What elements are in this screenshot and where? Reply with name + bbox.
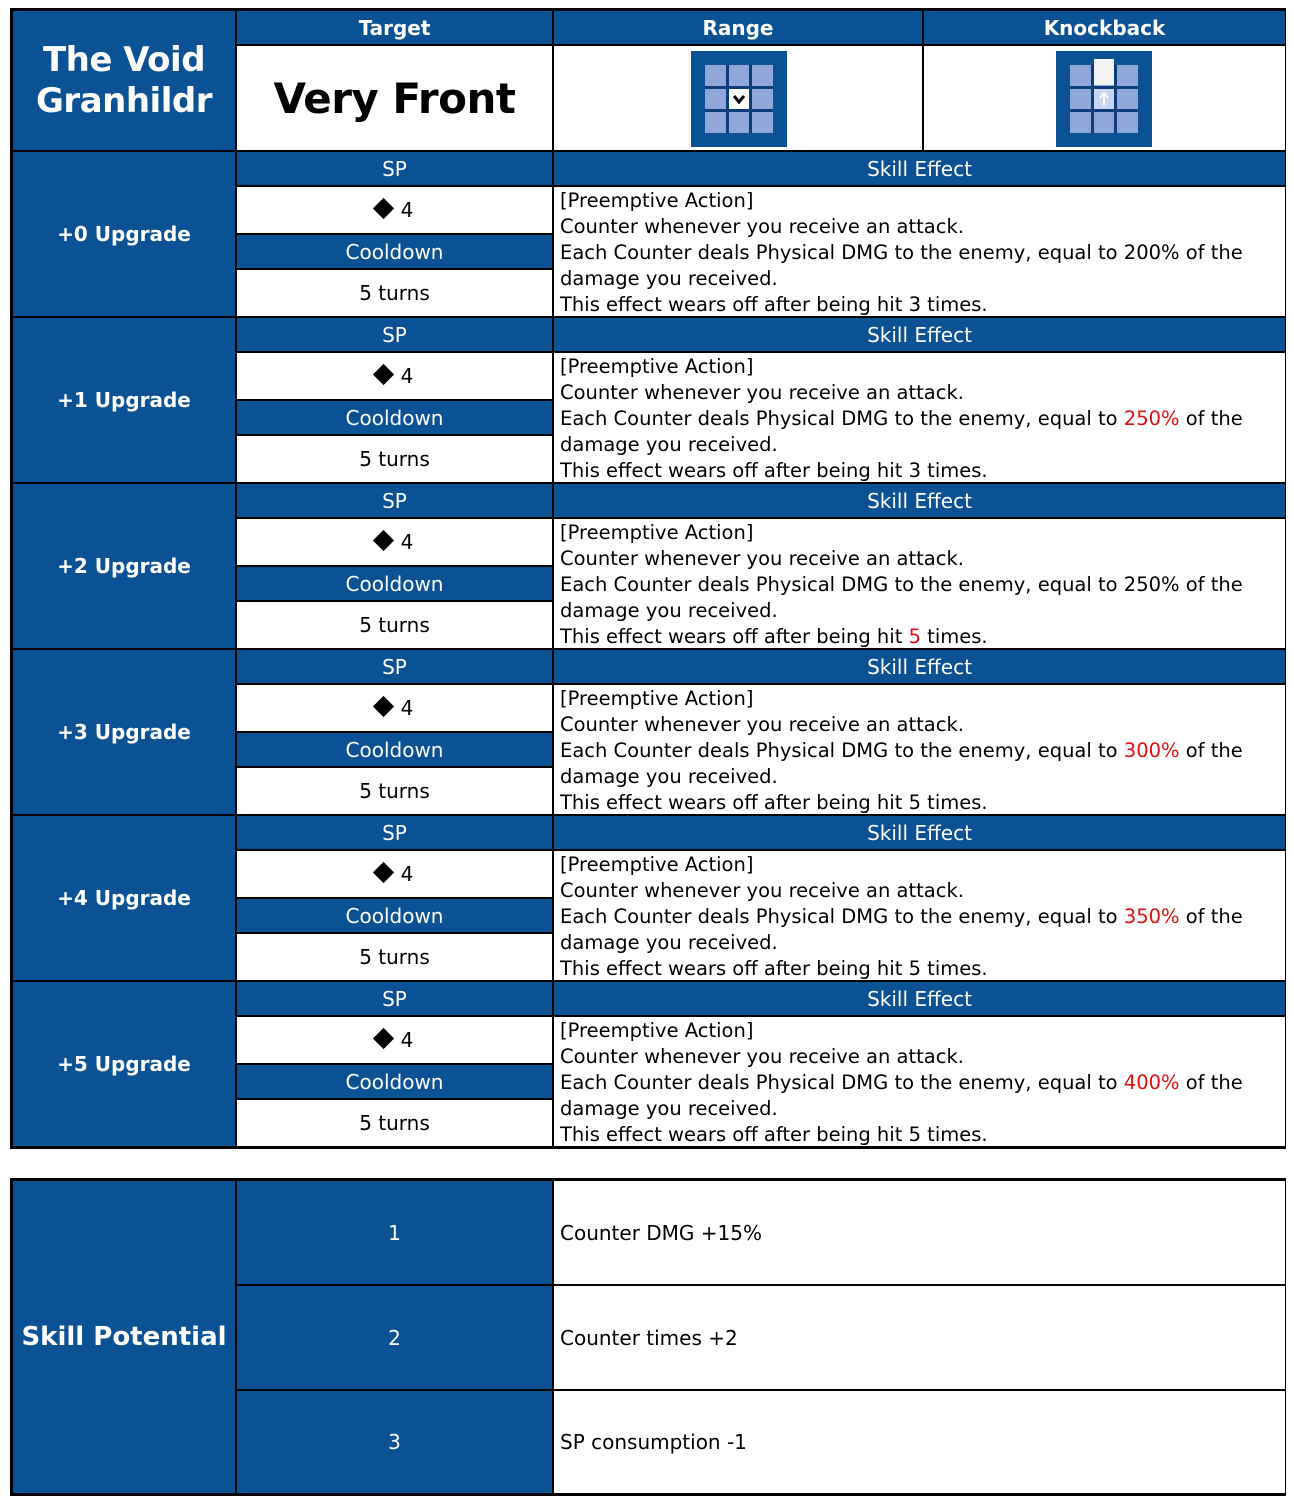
effect-line [560,956,1279,981]
sp-header: SP [236,151,553,186]
effect-line [560,572,1279,598]
dmg-percent: 250% [1123,407,1180,430]
knockback-origin-square [1094,89,1114,109]
upgrade-block [12,317,1288,483]
cooldown-header: Cooldown [236,732,553,767]
upgrade-label: +2 Upgrade [12,483,236,649]
sp-header: SP [236,815,553,850]
diamond-icon [373,861,394,882]
cooldown-header: Cooldown [236,234,553,269]
cooldown-value: 5 turns [236,601,553,649]
sp-value [236,518,553,566]
sp-value [236,1016,553,1064]
effect-text: Each Counter deals Physical DMG to the enemy, equal to [560,573,1124,596]
range-header: Range [553,10,923,45]
effect-text: times. [920,459,988,482]
effect-text: of the [1179,573,1243,596]
effect-line [560,240,1279,266]
potential-number: 2 [236,1285,553,1390]
effect-line [560,1070,1279,1096]
cooldown-header: Cooldown [236,1064,553,1099]
skill-name [12,10,236,151]
effect-text: of the [1179,407,1243,430]
effect-line: [Preemptive Action] [560,521,754,544]
effect-line: damage you received. [560,1097,778,1120]
effect-text: times. [920,957,988,980]
sp-value [236,850,553,898]
sp-header: SP [236,649,553,684]
cooldown-value: 5 turns [236,1099,553,1147]
upgrade-block [12,483,1288,649]
effect-line: [Preemptive Action] [560,687,754,710]
upgrade-label: +1 Upgrade [12,317,236,483]
sp-header: SP [236,483,553,518]
knockback-header: Knockback [923,10,1286,45]
hit-count: 3 [908,293,921,316]
skill-name-line1: The Void [42,39,206,80]
skill-potential-title: Skill Potential [12,1180,236,1494]
effect-line [560,406,1279,432]
hit-count: 3 [908,459,921,482]
effect-line [560,624,1279,649]
effect-line [560,1122,1279,1147]
effect-line [560,458,1279,483]
dmg-percent: 300% [1123,739,1180,762]
diamond-icon [373,197,394,218]
upgrade-label: +4 Upgrade [12,815,236,981]
effect-line [560,904,1279,930]
cooldown-header: Cooldown [236,898,553,933]
effect-text: Each Counter deals Physical DMG to the enemy, equal to [560,1071,1124,1094]
effect-line [560,292,1279,317]
hit-count: 5 [908,791,921,814]
effect-text: times. [920,625,988,648]
range-grid-icon [691,51,787,147]
effect-text: This effect wears off after being hit [560,625,909,648]
hit-count: 5 [908,1123,921,1146]
dmg-percent: 400% [1123,1071,1180,1094]
effect-text: This effect wears off after being hit [560,459,909,482]
effect-text: of the [1179,241,1243,264]
potential-text: Counter times +2 [553,1285,1286,1390]
upgrade-label: +3 Upgrade [12,649,236,815]
skill-effect-header: Skill Effect [553,649,1286,684]
sp-value [236,684,553,732]
effect-line: Counter whenever you receive an attack. [560,1045,964,1068]
effect-text: times. [920,293,988,316]
skill-header [12,10,1288,151]
upgrade-block [12,815,1288,981]
dmg-percent: 350% [1123,905,1180,928]
skill-effect-header: Skill Effect [553,151,1286,186]
diamond-icon [373,695,394,716]
diamond-icon [373,363,394,384]
effect-line [560,738,1279,764]
sp-amount: 4 [400,530,414,554]
target-header: Target [236,10,553,45]
upgrade-block [12,151,1288,317]
potential-text: SP consumption -1 [553,1390,1286,1494]
chevron-down-icon [729,89,749,109]
effect-text: This effect wears off after being hit [560,791,909,814]
effect-line: damage you received. [560,931,778,954]
effect-text: times. [920,1123,988,1146]
upgrade-label: +5 Upgrade [12,981,236,1147]
sp-amount: 4 [400,1028,414,1052]
sp-amount: 4 [400,364,414,388]
diamond-icon [373,529,394,550]
skill-effect-header: Skill Effect [553,317,1286,352]
potential-text: Counter DMG +15% [553,1180,1286,1285]
skill-effect-header: Skill Effect [553,483,1286,518]
effect-text: of the [1179,905,1243,928]
effect-line: damage you received. [560,267,778,290]
sp-amount: 4 [400,862,414,886]
effect-line: damage you received. [560,433,778,456]
effect-text: Each Counter deals Physical DMG to the enemy, equal to [560,739,1124,762]
sp-value [236,186,553,234]
hit-count: 5 [908,625,921,648]
range-target-square [729,89,749,109]
cooldown-header: Cooldown [236,566,553,601]
upgrade-block [12,981,1288,1147]
cooldown-header: Cooldown [236,400,553,435]
effect-text: Each Counter deals Physical DMG to the enemy, equal to [560,241,1124,264]
cooldown-value: 5 turns [236,435,553,483]
effect-line: Counter whenever you receive an attack. [560,381,964,404]
skill-name-line2: Granhildr [36,80,212,121]
skill-effect-text [553,352,1286,483]
range-cell [553,45,923,151]
effect-text: times. [920,791,988,814]
upgrade-label: +0 Upgrade [12,151,236,317]
cooldown-value: 5 turns [236,933,553,981]
sp-amount: 4 [400,696,414,720]
skill-effect-header: Skill Effect [553,815,1286,850]
sp-header: SP [236,317,553,352]
knockback-destination-square [1094,59,1114,85]
effect-text: Each Counter deals Physical DMG to the enemy, equal to [560,905,1124,928]
cooldown-value: 5 turns [236,269,553,317]
knockback-grid-icon [1056,51,1152,147]
target-value: Very Front [236,45,553,151]
skill-effect-header: Skill Effect [553,981,1286,1016]
skill-effect-text [553,518,1286,649]
diamond-icon [373,1027,394,1048]
effect-line: [Preemptive Action] [560,853,754,876]
effect-line: [Preemptive Action] [560,1019,754,1042]
effect-line: Counter whenever you receive an attack. [560,547,964,570]
dmg-percent: 250% [1123,573,1180,596]
skill-potential-table [10,1178,1286,1496]
skill-effect-text [553,1016,1286,1147]
sp-header: SP [236,981,553,1016]
effect-text: Each Counter deals Physical DMG to the enemy, equal to [560,407,1124,430]
sp-amount: 4 [400,198,414,222]
effect-line: Counter whenever you receive an attack. [560,879,964,902]
effect-line [560,790,1279,815]
knockback-cell [923,45,1286,151]
effect-line: damage you received. [560,599,778,622]
skill-effect-text [553,684,1286,815]
effect-text: This effect wears off after being hit [560,293,909,316]
effect-line: [Preemptive Action] [560,189,754,212]
cooldown-value: 5 turns [236,767,553,815]
effect-text: This effect wears off after being hit [560,957,909,980]
potential-number: 3 [236,1390,553,1494]
effect-line: Counter whenever you receive an attack. [560,713,964,736]
effect-text: This effect wears off after being hit [560,1123,909,1146]
effect-text: of the [1179,739,1243,762]
effect-text: of the [1179,1071,1243,1094]
arrow-up-icon [1094,89,1114,109]
effect-line: damage you received. [560,765,778,788]
upgrade-block [12,649,1288,815]
effect-line: [Preemptive Action] [560,355,754,378]
sp-value [236,352,553,400]
skill-effect-text [553,186,1286,317]
hit-count: 5 [908,957,921,980]
effect-line: Counter whenever you receive an attack. [560,215,964,238]
skill-effect-text [553,850,1286,981]
potential-number: 1 [236,1180,553,1285]
dmg-percent: 200% [1123,241,1180,264]
skill-table [10,8,1286,1149]
